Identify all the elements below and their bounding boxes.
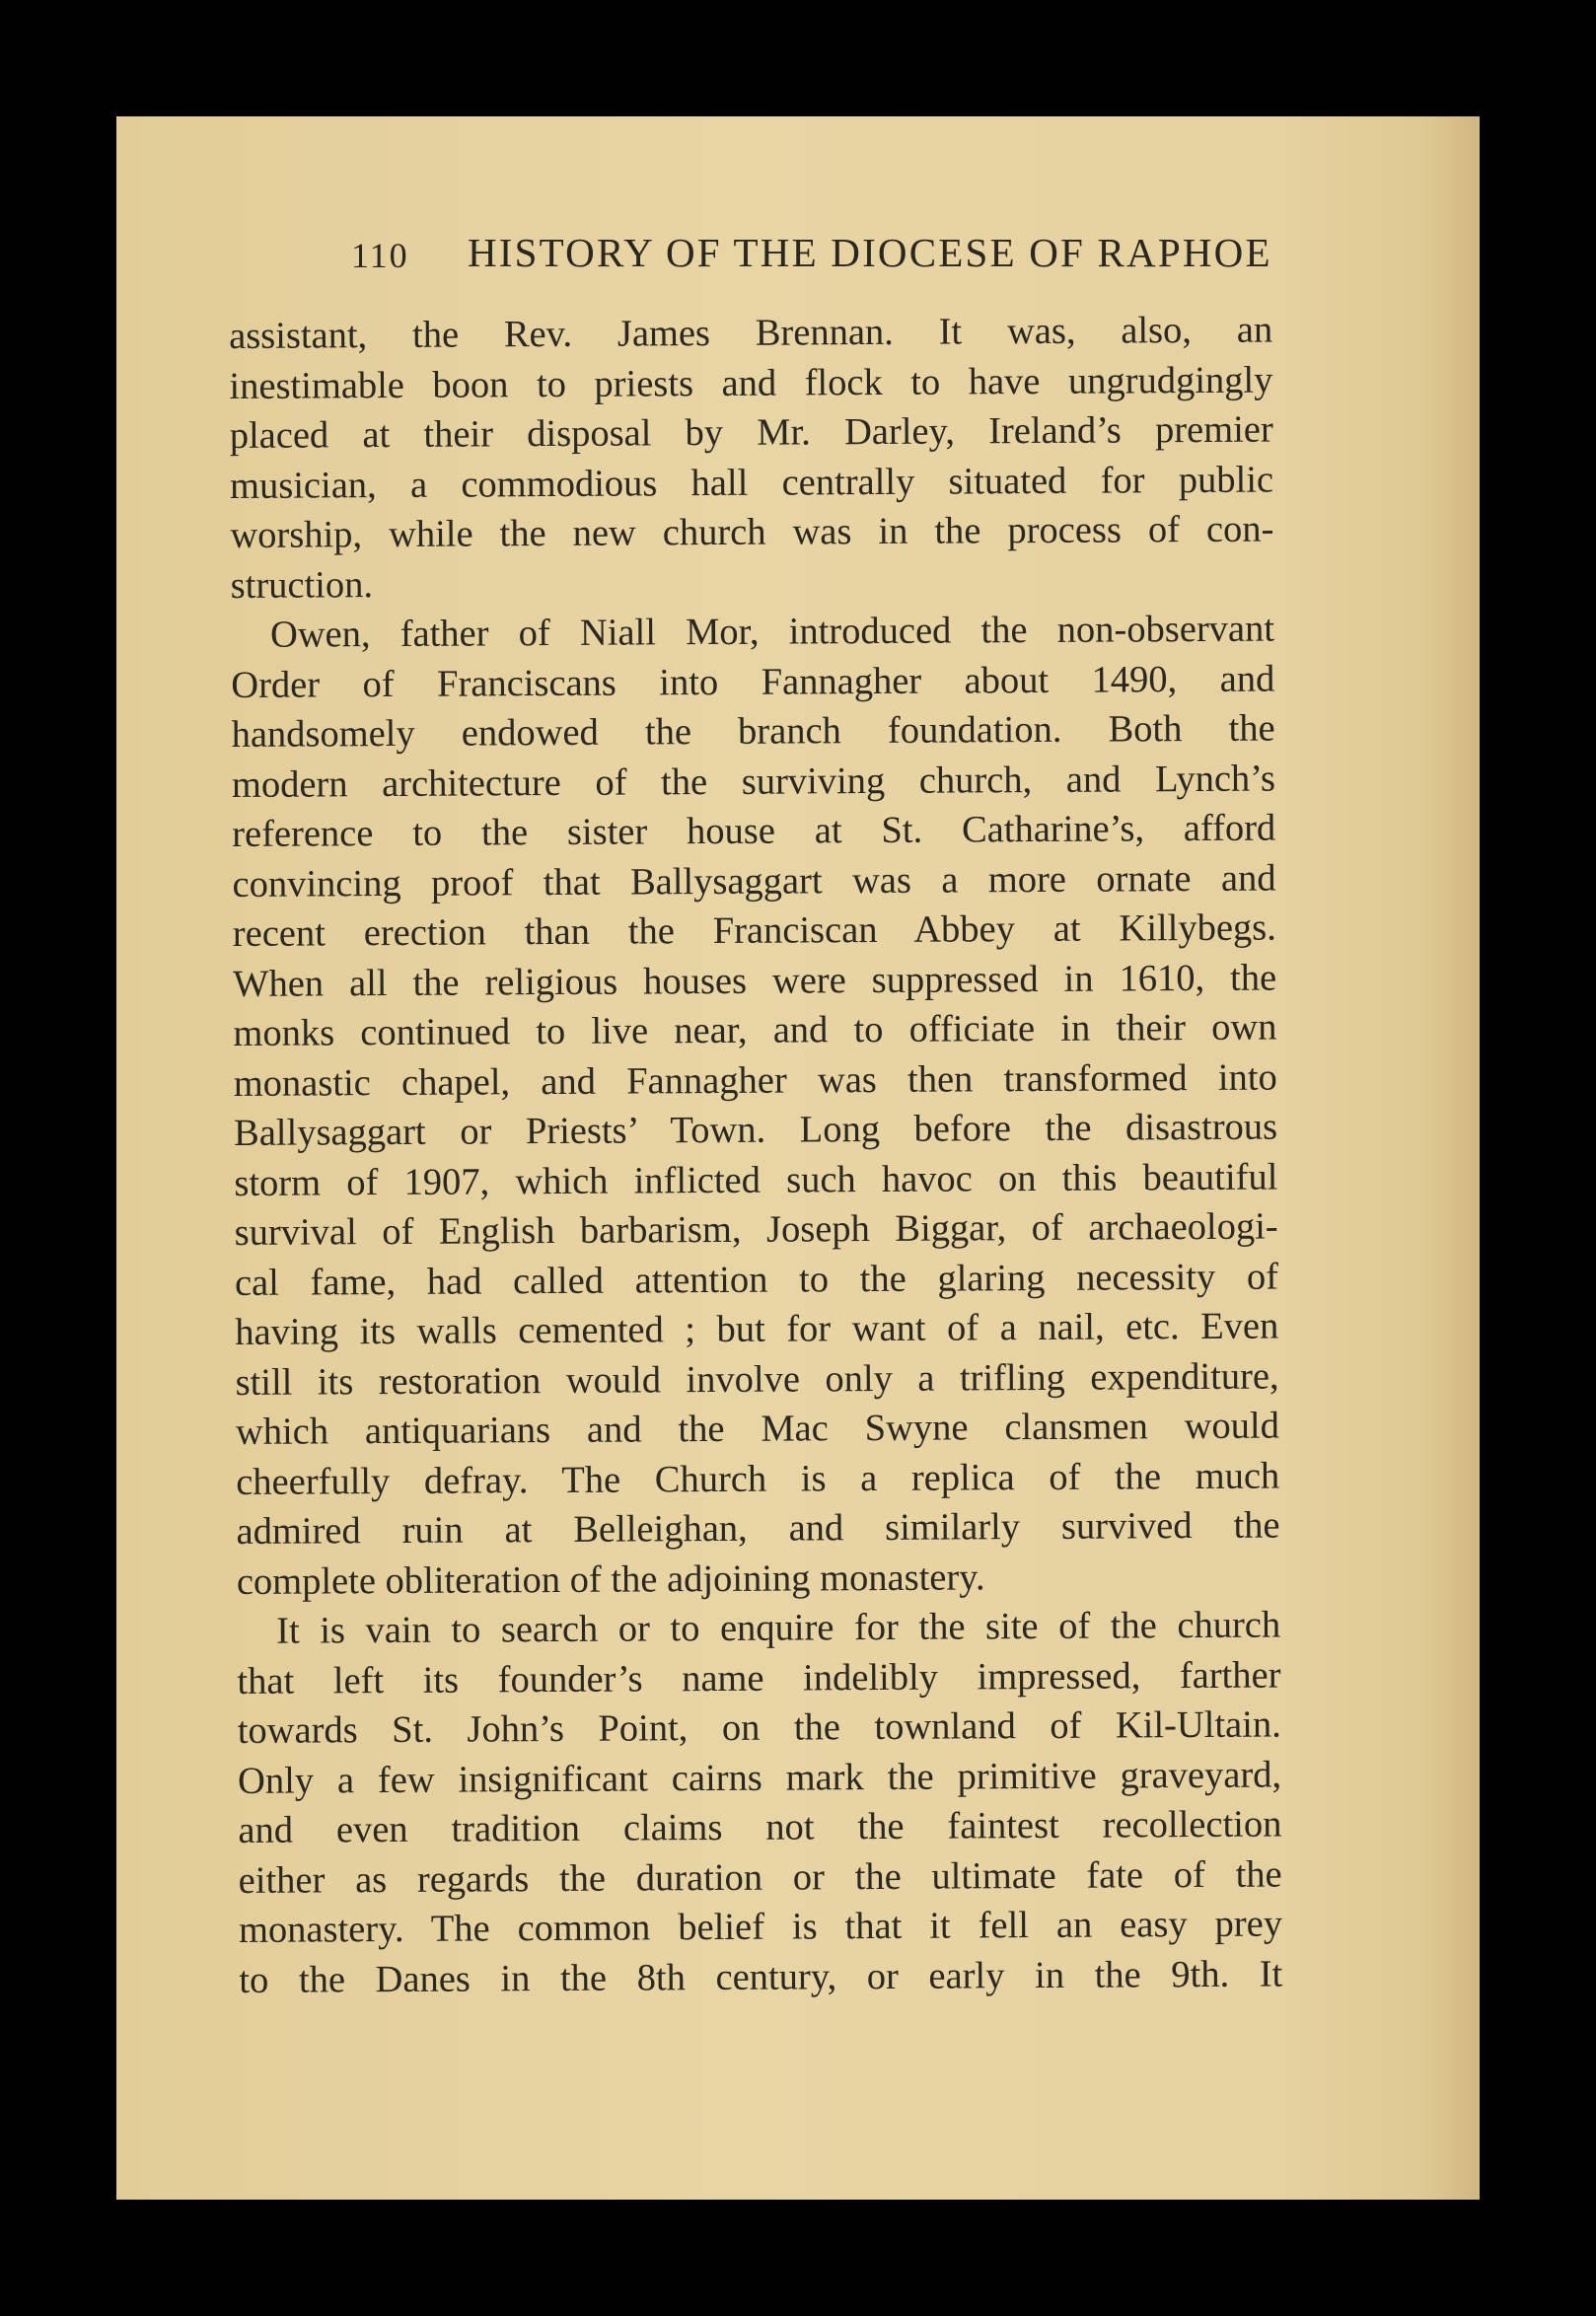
text-line: worship, while the new church was in the process of con-: [230, 508, 1274, 556]
text-line: monastic chapel, and Fannagher was then transformed into: [233, 1056, 1277, 1105]
text-line: handsomely endowed the branch foundation. Both the: [231, 707, 1275, 756]
text-line: complete obliteration of the adjoining monastery.: [236, 1556, 985, 1603]
text-line: having its walls cemented ; but for want of a nail, etc. Even: [235, 1305, 1279, 1353]
text-line: to the Danes in the 8th century, or early in the 9th. It: [239, 1953, 1283, 2001]
text-line: Ballysaggart or Priests’ Town. Long before the disastrous: [233, 1106, 1278, 1154]
book-page: [116, 116, 1480, 2200]
page-number: 110: [351, 236, 409, 275]
page-header: [351, 225, 1367, 288]
text-line: recent erection than the Franciscan Abbey at Killybegs.: [232, 906, 1276, 955]
text-line: modern architecture of the surviving church, and Lynch’s: [231, 758, 1276, 806]
text-line: which antiquarians and the Mac Swyne clansmen would: [235, 1405, 1280, 1453]
text-line: placed at their disposal by Mr. Darley, Ireland’s premier: [229, 408, 1273, 457]
text-line: Only a few insignificant cairns mark the primitive graveyard,: [237, 1754, 1282, 1802]
text-line: musician, a commodious hall centrally situated for public: [229, 459, 1274, 507]
text-line: cheerfully defray. The Church is a replica of the much: [236, 1455, 1280, 1503]
text-line: storm of 1907, which inflicted such havoc on this beautiful: [234, 1156, 1278, 1204]
text-line: either as regards the duration or the ultimate fate of the: [238, 1853, 1282, 1902]
text-line: cal fame, had called attention to the glaring necessity of: [234, 1256, 1279, 1304]
text-line: survival of English barbarism, Joseph Biggar, of archaeologi-: [234, 1205, 1278, 1254]
body-text: [229, 306, 1282, 2005]
paragraph-first-line: It is vain to search or to enquire for the site of the church: [276, 1604, 1281, 1652]
text-line: When all the religious houses were suppressed in 1610, the: [233, 957, 1277, 1005]
text-line: and even tradition claims not the faintest recollection: [238, 1803, 1282, 1851]
running-head: HISTORY OF THE DIOCESE OF RAPHOE: [468, 230, 1272, 275]
text-line: Order of Franciscans into Fannagher about 1490, and: [231, 658, 1275, 706]
text-line: convincing proof that Ballysaggart was a more ornate and: [232, 857, 1276, 905]
text-line: struction.: [230, 563, 374, 607]
text-line: still its restoration would involve only a trifling expenditure,: [235, 1355, 1279, 1404]
text-line: that left its founder’s name indelibly impressed, farther: [237, 1654, 1281, 1702]
text-line: towards St. John’s Point, on the townland of Kil-Ultain.: [237, 1703, 1281, 1752]
text-line: monastery. The common belief is that it fell an easy prey: [238, 1903, 1283, 1951]
text-line: assistant, the Rev. James Brennan. It was, also, an: [229, 309, 1273, 357]
text-line: inestimable boon to priests and flock to have ungrudgingly: [229, 359, 1273, 407]
text-line: reference to the sister house at St. Catharine’s, afford: [232, 807, 1276, 855]
paragraph-first-line: Owen, father of Niall Mor, introduced the non-observant: [269, 608, 1275, 656]
text-line: admired ruin at Belleighan, and similarly survived the: [236, 1504, 1280, 1553]
text-line: monks continued to live near, and to officiate in their own: [233, 1006, 1277, 1054]
